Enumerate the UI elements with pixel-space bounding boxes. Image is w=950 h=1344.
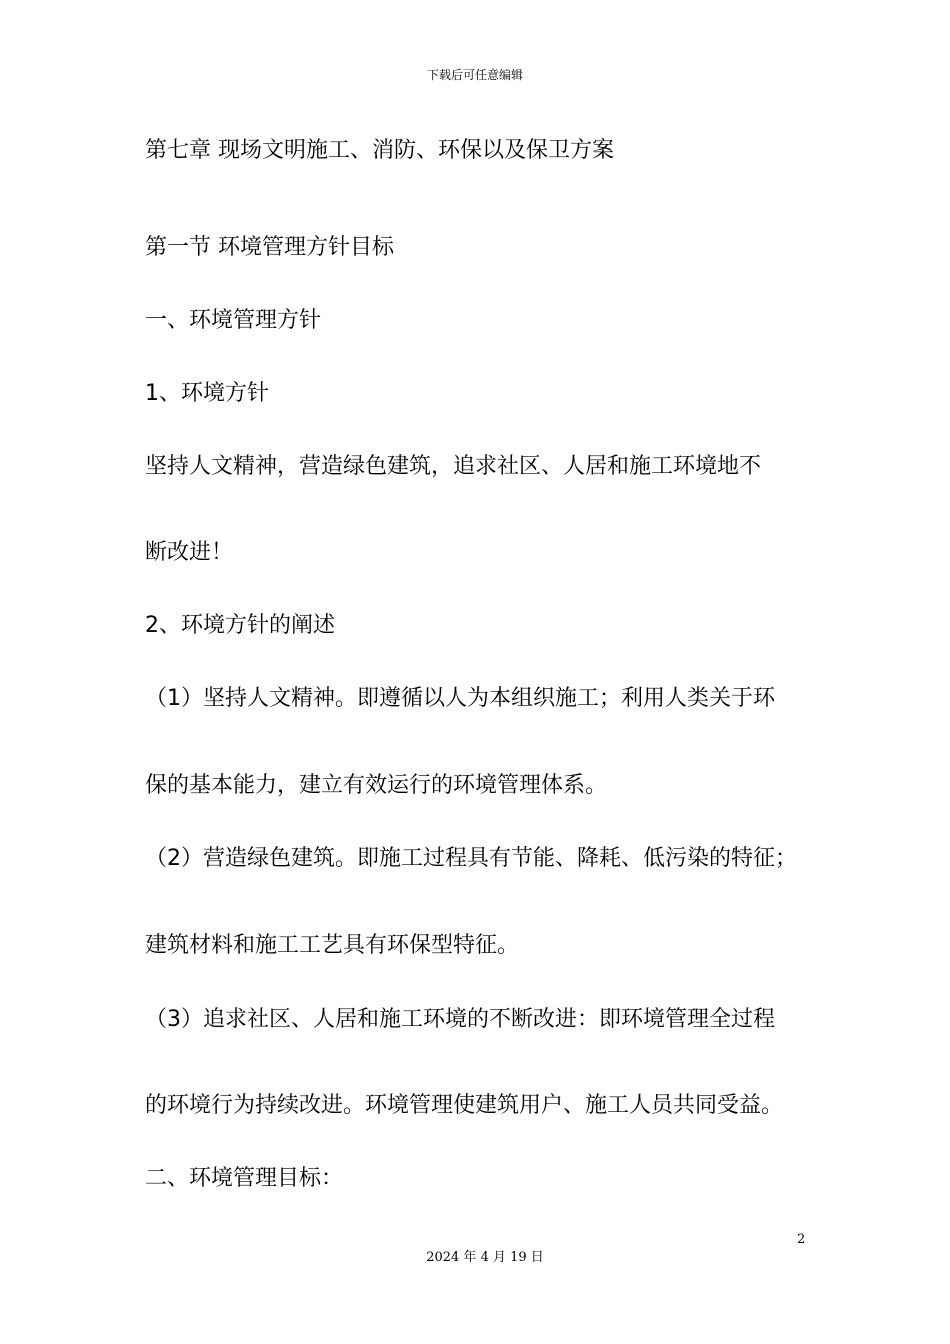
subheading-policy-explain: 2、环境方针的阐述	[145, 613, 335, 638]
page-number: 2	[797, 1232, 806, 1247]
list-item-line: （3）追求社区、人居和施工环境的不断改进：即环境管理全过程	[145, 1007, 775, 1032]
list-item-line: （1）坚持人文精神。即遵循以人为本组织施工；利用人类关于环	[145, 686, 775, 711]
paragraph-line: 断改进！	[145, 540, 234, 565]
section-title: 第一节 环境管理方针目标	[145, 235, 394, 260]
paragraph-line: 坚持人文精神，营造绿色建筑，追求社区、人居和施工环境地不	[145, 454, 762, 479]
heading-targets: 二、环境管理目标：	[145, 1166, 344, 1191]
list-item-line: 建筑材料和施工工艺具有环保型特征。	[145, 933, 520, 958]
header-note: 下载后可任意编辑	[426, 68, 523, 82]
heading-policy: 一、环境管理方针	[145, 308, 322, 333]
subheading-env-policy: 1、环境方针	[145, 381, 269, 406]
footer-date: 2024 年 4 月 19 日	[426, 1250, 544, 1265]
chapter-title: 第七章 现场文明施工、消防、环保以及保卫方案	[145, 138, 614, 163]
list-item-line: 保的基本能力，建立有效运行的环境管理体系。	[145, 773, 608, 798]
list-item-line: （2）营造绿色建筑。即施工过程具有节能、降耗、低污染的特征；	[145, 846, 797, 871]
list-item-line: 的环境行为持续改进。环境管理使建筑用户、施工人员共同受益。	[145, 1093, 784, 1118]
